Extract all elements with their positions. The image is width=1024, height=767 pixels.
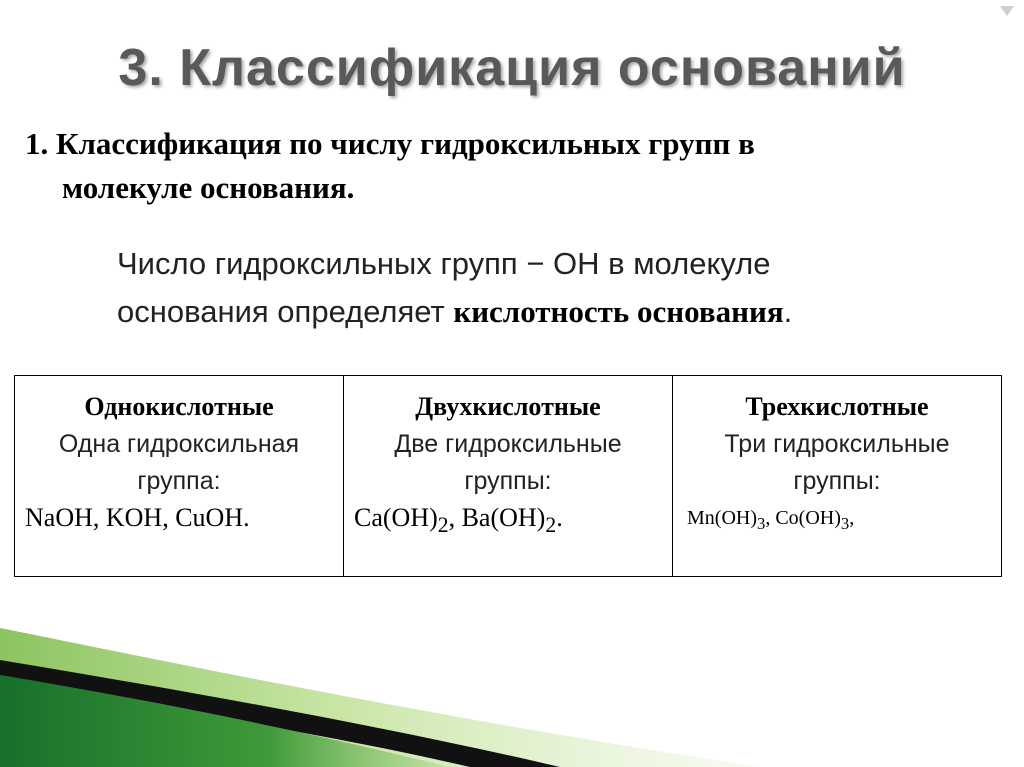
column-name: Трехкислотные — [745, 392, 929, 421]
column-desc-line1: Три гидроксильные — [724, 430, 950, 458]
column-desc-line1: Одна гидроксильная — [58, 430, 300, 458]
description-line2 — [117, 288, 997, 336]
column-examples — [19, 500, 339, 536]
column-desc-line2: группа: — [137, 467, 221, 495]
swoosh-black — [0, 660, 560, 767]
swoosh-light — [0, 628, 760, 767]
example-punct: . — [556, 503, 563, 532]
column-examples — [348, 500, 668, 543]
example-subscript: 3 — [757, 514, 766, 533]
column-name: Однокислотные — [84, 392, 274, 421]
column-diacid — [344, 376, 673, 577]
example-formula: NaOH, KOH, CuOH. — [25, 503, 250, 532]
example-formula: , Ba(OH) — [448, 503, 546, 532]
section-heading-line1: 1. Классификация по числу гидроксильных групп в — [25, 126, 755, 161]
example-formula: , Co(OH) — [765, 507, 841, 529]
table-row — [15, 376, 1002, 577]
column-examples — [677, 500, 997, 542]
slide-title: 3. Классификация оснований — [118, 39, 906, 97]
example-punct: , — [849, 507, 855, 529]
column-desc-line2: группы: — [464, 467, 552, 495]
description-line1: Число гидроксильных групп − ОН в молекуле — [117, 246, 771, 281]
example-subscript: 2 — [545, 513, 557, 538]
description-line2-end: . — [783, 294, 793, 329]
column-desc-line1: Две гидроксильные — [394, 430, 622, 458]
swoosh-dark — [0, 675, 450, 767]
column-name: Двухкислотные — [415, 392, 601, 421]
example-subscript: 2 — [437, 513, 449, 538]
column-triacid — [673, 376, 1002, 577]
column-monoacid — [15, 376, 344, 577]
example-formula: Mn(OH) — [687, 507, 757, 529]
classification-table — [14, 375, 1002, 577]
section-heading-line2: молекуле основания. — [62, 170, 355, 205]
section-heading — [25, 122, 985, 210]
description — [117, 240, 997, 336]
column-desc-line2: группы: — [793, 467, 881, 495]
description-emphasis: кислотность основания — [453, 294, 784, 329]
nav-arrow-icon[interactable] — [1000, 6, 1014, 16]
description-line2-text: основания определяет — [117, 294, 454, 329]
example-subscript: 3 — [840, 514, 850, 533]
example-formula: Ca(OH) — [354, 503, 438, 532]
